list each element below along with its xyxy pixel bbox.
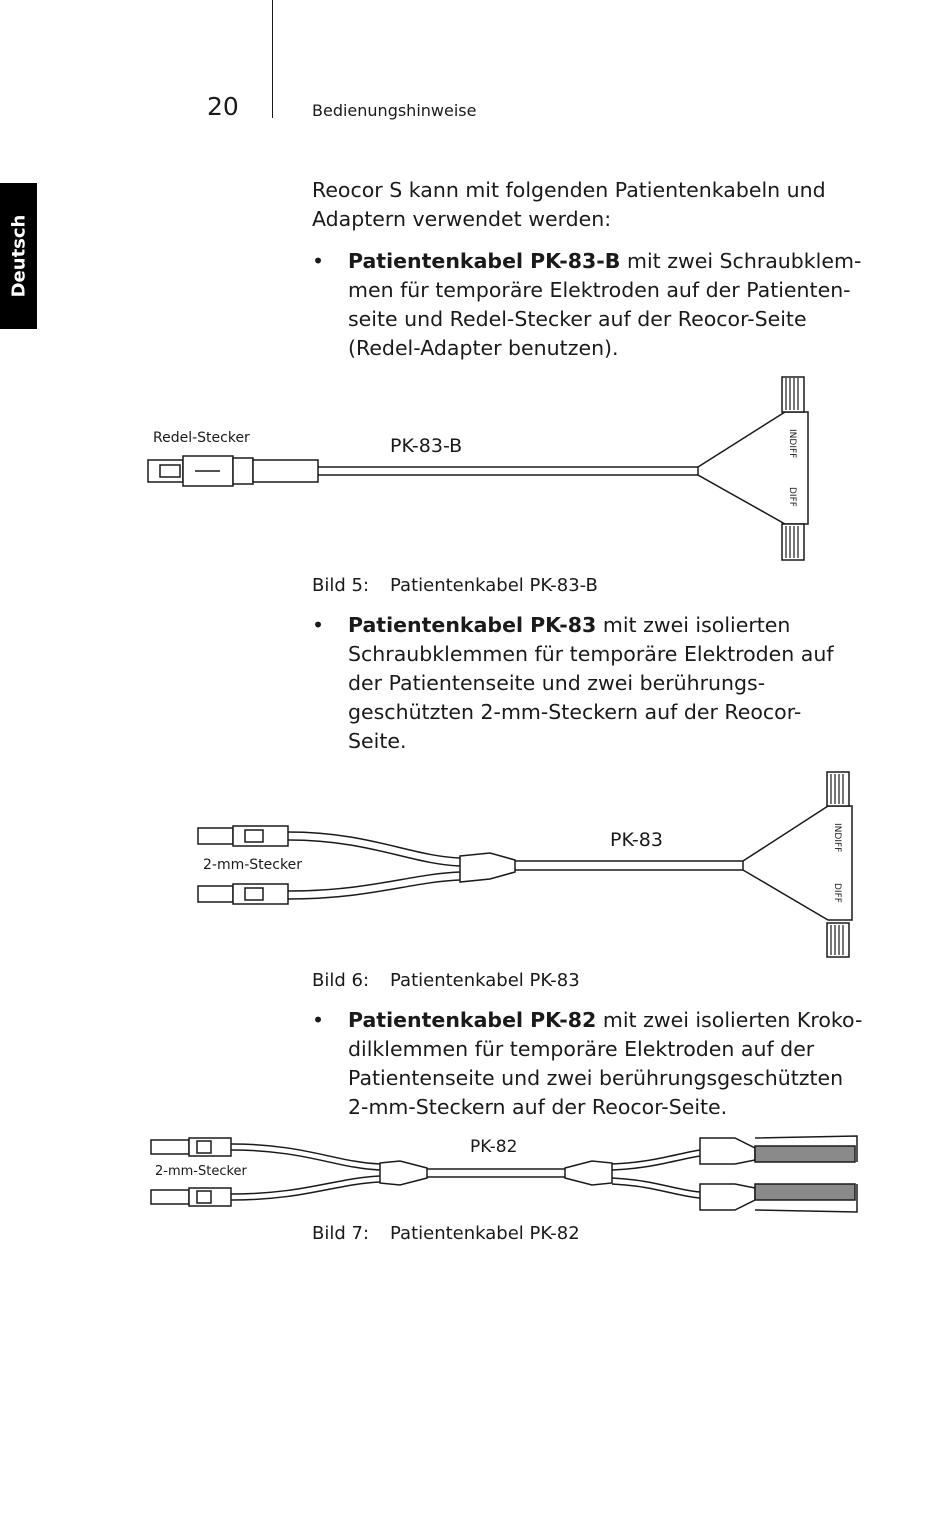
cable-junction-right xyxy=(565,1161,612,1185)
cable-junction xyxy=(460,853,515,882)
screw-clamp-top xyxy=(782,377,804,412)
screw-clamp-top xyxy=(827,772,849,806)
page-number: 20 xyxy=(207,92,239,121)
bullet-bold: Patientenkabel PK-83-B xyxy=(348,249,621,273)
twin-leads-left xyxy=(231,1144,380,1200)
bullet-bold: Patientenkabel PK-82 xyxy=(348,1008,597,1032)
bullet-bold: Patientenkabel PK-83 xyxy=(348,613,597,637)
caption-bild6: Bild 6: Patientenkabel PK-83 xyxy=(312,970,580,991)
connector-label: Redel-Stecker xyxy=(153,430,250,446)
redel-plug xyxy=(148,456,318,486)
intro-paragraph: Reocor S kann mit folgenden Patientenkabeln und Adaptern verwendet werden: xyxy=(312,178,826,231)
plug-top xyxy=(198,826,288,846)
caption-bild5: Bild 5: Patientenkabel PK-83-B xyxy=(312,575,598,596)
bullet-text: Patientenkabel PK-83 mit zwei isolierten Schraubklemmen für temporäre Elektroden auf der Patientenseite und zwei berührungs- geschützten 2-mm-Steckern auf der Reocor- Seite. xyxy=(348,613,834,753)
indiff-label: INDIFF xyxy=(832,823,842,853)
bullet-text: Patientenkabel PK-83-B mit zwei Schraubklem- men für temporäre Elektroden auf der Patienten- seite und Redel-Stecker auf der Reocor-Seite (Redel-Adapter benutzen). xyxy=(348,249,862,360)
twin-leads-right xyxy=(612,1150,700,1198)
connector-label: 2-mm-Stecker xyxy=(155,1164,247,1179)
running-title: Bedienungshinweise xyxy=(312,101,477,120)
bullet-text: Patientenkabel PK-82 mit zwei isolierten Kroko- dilklemmen für temporäre Elektroden auf der Patientenseite und zwei berührungsgeschützten 2-mm-Steckern auf der Reocor-Seite. xyxy=(348,1008,863,1119)
diff-label: DIFF xyxy=(832,883,842,903)
alligator-clip-bottom xyxy=(700,1184,857,1212)
cable-label: PK-83-B xyxy=(390,435,463,457)
bullet-pk83 xyxy=(312,611,872,759)
language-tab xyxy=(0,183,37,329)
caption-bild7: Bild 7: Patientenkabel PK-82 xyxy=(312,1223,580,1244)
diff-label: DIFF xyxy=(787,487,797,507)
plug-bottom xyxy=(151,1188,231,1206)
screw-clamp-bottom xyxy=(782,524,804,560)
cable-junction-left xyxy=(380,1161,427,1185)
figure-pk82 xyxy=(145,1128,870,1220)
alligator-clip-top xyxy=(700,1136,857,1164)
bullet-dot: • xyxy=(312,613,325,637)
connector-label: 2-mm-Stecker xyxy=(203,857,302,873)
cable-label: PK-82 xyxy=(470,1137,518,1157)
bullet-pk83b xyxy=(312,247,872,367)
cable-label: PK-83 xyxy=(610,829,663,851)
bullet-dot: • xyxy=(312,1008,325,1032)
plug-bottom xyxy=(198,884,288,904)
bullet-dot: • xyxy=(312,249,325,273)
screw-clamp-bottom xyxy=(827,923,849,957)
plug-top xyxy=(151,1138,231,1156)
header-divider xyxy=(272,0,273,118)
indiff-label: INDIFF xyxy=(787,429,797,459)
figure-pk83b xyxy=(140,372,830,567)
figure-pk83 xyxy=(190,768,870,963)
language-tab-label: Deutsch xyxy=(8,214,29,298)
bullet-pk82 xyxy=(312,1006,872,1126)
twin-leads xyxy=(288,832,460,899)
